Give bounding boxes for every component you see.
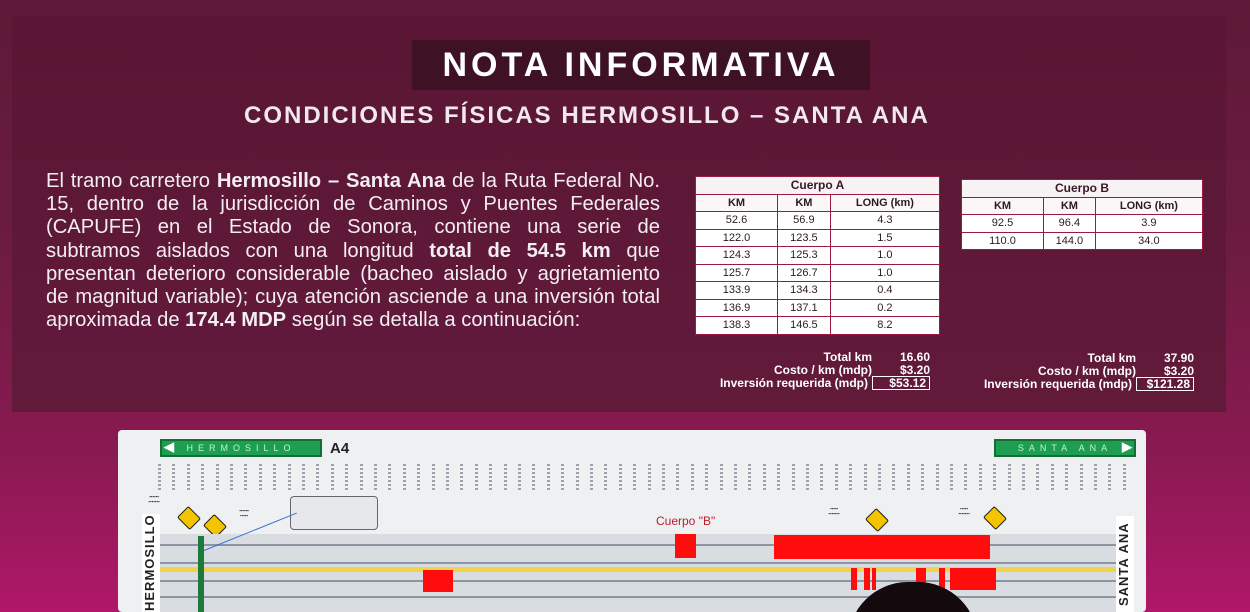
cuerpo-b-label: Cuerpo "B" [656, 514, 716, 528]
ruler-tick [590, 464, 593, 490]
summary-value: $3.20 [1163, 363, 1194, 378]
ruler-tick [1008, 464, 1011, 490]
ruler-tick [532, 464, 535, 490]
table-cell: 0.2 [830, 299, 939, 317]
table-cell: 122.0 [696, 229, 778, 247]
table-row [962, 215, 1203, 233]
paragraph-text: que presentan deterioro considerable (bacheo aislado y agrietamiento de magnitud variable); cuya atención asciende a una inversión total aproximada de [46, 239, 661, 332]
ruler-tick [849, 464, 852, 490]
ruler-tick [432, 464, 435, 490]
ruler-tick [619, 464, 622, 490]
summary-label: Total km [823, 349, 872, 364]
banner-text: HERMOSILLO [186, 443, 296, 453]
ruler-tick [936, 464, 939, 490]
summary-label: Costo / km (mdp) [1038, 363, 1136, 378]
ruler-tick [172, 464, 175, 490]
table-row [696, 229, 940, 247]
column-header: LONG (km) [1095, 197, 1202, 215]
table-cell: 1.5 [830, 229, 939, 247]
ruler-tick [216, 464, 219, 490]
ruler-tick [576, 464, 579, 490]
damage-segment [774, 535, 990, 559]
road-diagram [118, 430, 1146, 612]
summary-label: Costo / km (mdp) [774, 362, 872, 377]
cuerpo-a-table [695, 176, 940, 335]
ruler-tick [273, 464, 276, 490]
title-box [412, 40, 870, 90]
table-cell: 146.5 [778, 317, 831, 335]
ruler-tick [820, 464, 823, 490]
table-cell: 1.0 [830, 264, 939, 282]
table-row [696, 212, 940, 230]
ruler-tick [864, 464, 867, 490]
lane-line [144, 562, 1116, 564]
damage-segment [851, 568, 857, 590]
annotation-icon: ▪▪▪▪▪▪ ▪▪▪▪▪▪▪ [148, 494, 160, 504]
table-cell: 34.0 [1095, 232, 1202, 250]
table-cell: 4.3 [830, 212, 939, 230]
table-cell: 110.0 [962, 232, 1044, 250]
damage-segment [423, 570, 453, 592]
column-header: KM [1044, 197, 1096, 215]
ruler-tick [892, 464, 895, 490]
table-cell: 8.2 [830, 317, 939, 335]
table-cell: 0.4 [830, 282, 939, 300]
table-cell: 138.3 [696, 317, 778, 335]
ruler-tick [475, 464, 478, 490]
table-cell: 52.6 [696, 212, 778, 230]
table-cell: 144.0 [1044, 232, 1096, 250]
table-cell: 136.9 [696, 299, 778, 317]
warning-sign-icon [177, 506, 201, 530]
side-label-hermosillo: HERMOSILLO [142, 514, 160, 612]
annotation-icon: ▪▪▪▪▪▪ ▪▪▪▪▪ [239, 508, 249, 518]
ruler-tick [230, 464, 233, 490]
paragraph-bold: total de 54.5 km [429, 239, 611, 262]
column-header: LONG (km) [830, 194, 939, 212]
paragraph-text: según se detalla a continuación: [286, 309, 581, 332]
table-cell: 137.1 [778, 299, 831, 317]
summary-label: Total km [1087, 350, 1136, 365]
damage-segment [675, 534, 696, 558]
damage-segment [864, 568, 870, 590]
ruler-tick [360, 464, 363, 490]
ruler-tick [648, 464, 651, 490]
table-caption: Cuerpo A [696, 177, 940, 195]
ruler-tick [979, 464, 982, 490]
table-row [696, 264, 940, 282]
ruler-tick [1123, 464, 1126, 490]
ruler-tick [244, 464, 247, 490]
ruler-tick [777, 464, 780, 490]
ruler-tick [259, 464, 262, 490]
route-code: A4 [330, 440, 350, 457]
table-cell: 125.3 [778, 247, 831, 265]
summary-value: $121.28 [1136, 377, 1194, 391]
ruler-tick [878, 464, 881, 490]
ruler-tick [288, 464, 291, 490]
summary-value: $3.20 [899, 362, 930, 377]
cuerpo-b-table [961, 179, 1203, 250]
ruler-tick [345, 464, 348, 490]
table-cell: 124.3 [696, 247, 778, 265]
table-cell: 3.9 [1095, 215, 1202, 233]
summary-value: 16.60 [899, 349, 930, 364]
column-header: KM [962, 197, 1044, 215]
table-cell: 133.9 [696, 282, 778, 300]
table-cell: 123.5 [778, 229, 831, 247]
ruler-tick [1080, 464, 1083, 490]
ruler-tick [1036, 464, 1039, 490]
table-cell: 1.0 [830, 247, 939, 265]
ruler-tick [734, 464, 737, 490]
annotation-icon: ▪▪▪▪▪ ▪▪▪▪▪▪▪ [828, 506, 840, 516]
ruler-tick [388, 464, 391, 490]
ruler-tick [763, 464, 766, 490]
ruler-tick [748, 464, 751, 490]
ruler-tick [446, 464, 449, 490]
annotation-icon: ▪▪▪▪▪ ▪▪▪▪▪▪▪ [958, 506, 970, 516]
lane-line [144, 596, 1116, 598]
callout-box [290, 496, 378, 530]
ruler-tick [1094, 464, 1097, 490]
ruler-tick [1065, 464, 1068, 490]
ruler-tick [720, 464, 723, 490]
table-cell: 126.7 [778, 264, 831, 282]
ruler-tick [806, 464, 809, 490]
ruler-tick [417, 464, 420, 490]
ruler-tick [374, 464, 377, 490]
paragraph-bold: 174.4 MDP [185, 309, 287, 332]
banner-text: SANTA ANA [1017, 443, 1113, 453]
ruler-tick [187, 464, 190, 490]
column-header: KM [778, 194, 831, 212]
ruler-tick [676, 464, 679, 490]
arrow-left-icon: ◀ [164, 439, 174, 454]
ruler-tick [1051, 464, 1054, 490]
direction-banner-hermosillo [160, 439, 322, 457]
paragraph-text: El tramo carretero [46, 170, 217, 192]
ruler-tick [1108, 464, 1111, 490]
summary-value: 37.90 [1163, 350, 1194, 365]
ruler-tick [691, 464, 694, 490]
damage-segment [872, 568, 876, 590]
paragraph-bold: Hermosillo – Santa Ana [216, 170, 446, 192]
ruler-tick [331, 464, 334, 490]
summary-label: Inversión requerida (mdp) [983, 376, 1132, 391]
ruler-tick [547, 464, 550, 490]
arrow-right-icon: ▶ [1122, 439, 1132, 454]
table-row [696, 299, 940, 317]
info-paragraph [46, 170, 660, 332]
table-cell: 96.4 [1044, 215, 1096, 233]
ruler-tick [158, 464, 161, 490]
warning-sign-icon [865, 508, 889, 532]
cuerpo-a-summary [690, 350, 930, 389]
ruler-tick [950, 464, 953, 490]
side-label-santa-ana: SANTA ANA [1116, 516, 1134, 612]
ruler-tick [316, 464, 319, 490]
table-caption: Cuerpo B [962, 180, 1203, 198]
column-header: KM [696, 194, 778, 212]
road-segment [144, 534, 1116, 612]
ruler-tick [705, 464, 708, 490]
ruler-tick [489, 464, 492, 490]
table-row [696, 317, 940, 335]
ruler-tick [1022, 464, 1025, 490]
table-row [962, 232, 1203, 250]
ruler-tick [993, 464, 996, 490]
ruler-tick [518, 464, 521, 490]
route-marker [198, 536, 204, 612]
cuerpo-b-summary [958, 351, 1194, 390]
table-cell: 125.7 [696, 264, 778, 282]
ruler-tick [662, 464, 665, 490]
summary-label: Inversión requerida (mdp) [719, 375, 868, 390]
ruler-tick [504, 464, 507, 490]
ruler-tick [201, 464, 204, 490]
ruler-tick [633, 464, 636, 490]
ruler-tick [460, 464, 463, 490]
damage-segment [950, 568, 996, 590]
ruler-tick [964, 464, 967, 490]
ruler-tick [921, 464, 924, 490]
ruler-tick [561, 464, 564, 490]
ruler-tick [302, 464, 305, 490]
page-title: NOTA INFORMATIVA [442, 45, 840, 84]
ruler-tick [403, 464, 406, 490]
direction-banner-santa-ana [994, 439, 1136, 457]
paragraph-text: de la Ruta Federal No. 15, dentro de la jurisdicción de Caminos y Puentes Federales (CAPUFE) en el Estado de Sonora, contiene una serie de subtramos aislados con una longitud [46, 170, 660, 262]
ruler-tick [907, 464, 910, 490]
ruler-tick [792, 464, 795, 490]
ruler-tick [835, 464, 838, 490]
summary-value: $53.12 [872, 376, 930, 390]
table-cell: 56.9 [778, 212, 831, 230]
table-cell: 92.5 [962, 215, 1044, 233]
page-subtitle: CONDICIONES FÍSICAS HERMOSILLO – SANTA ANA [244, 102, 930, 129]
km-ruler [158, 464, 1138, 494]
ruler-tick [604, 464, 607, 490]
table-row [696, 247, 940, 265]
table-row [696, 282, 940, 300]
table-cell: 134.3 [778, 282, 831, 300]
